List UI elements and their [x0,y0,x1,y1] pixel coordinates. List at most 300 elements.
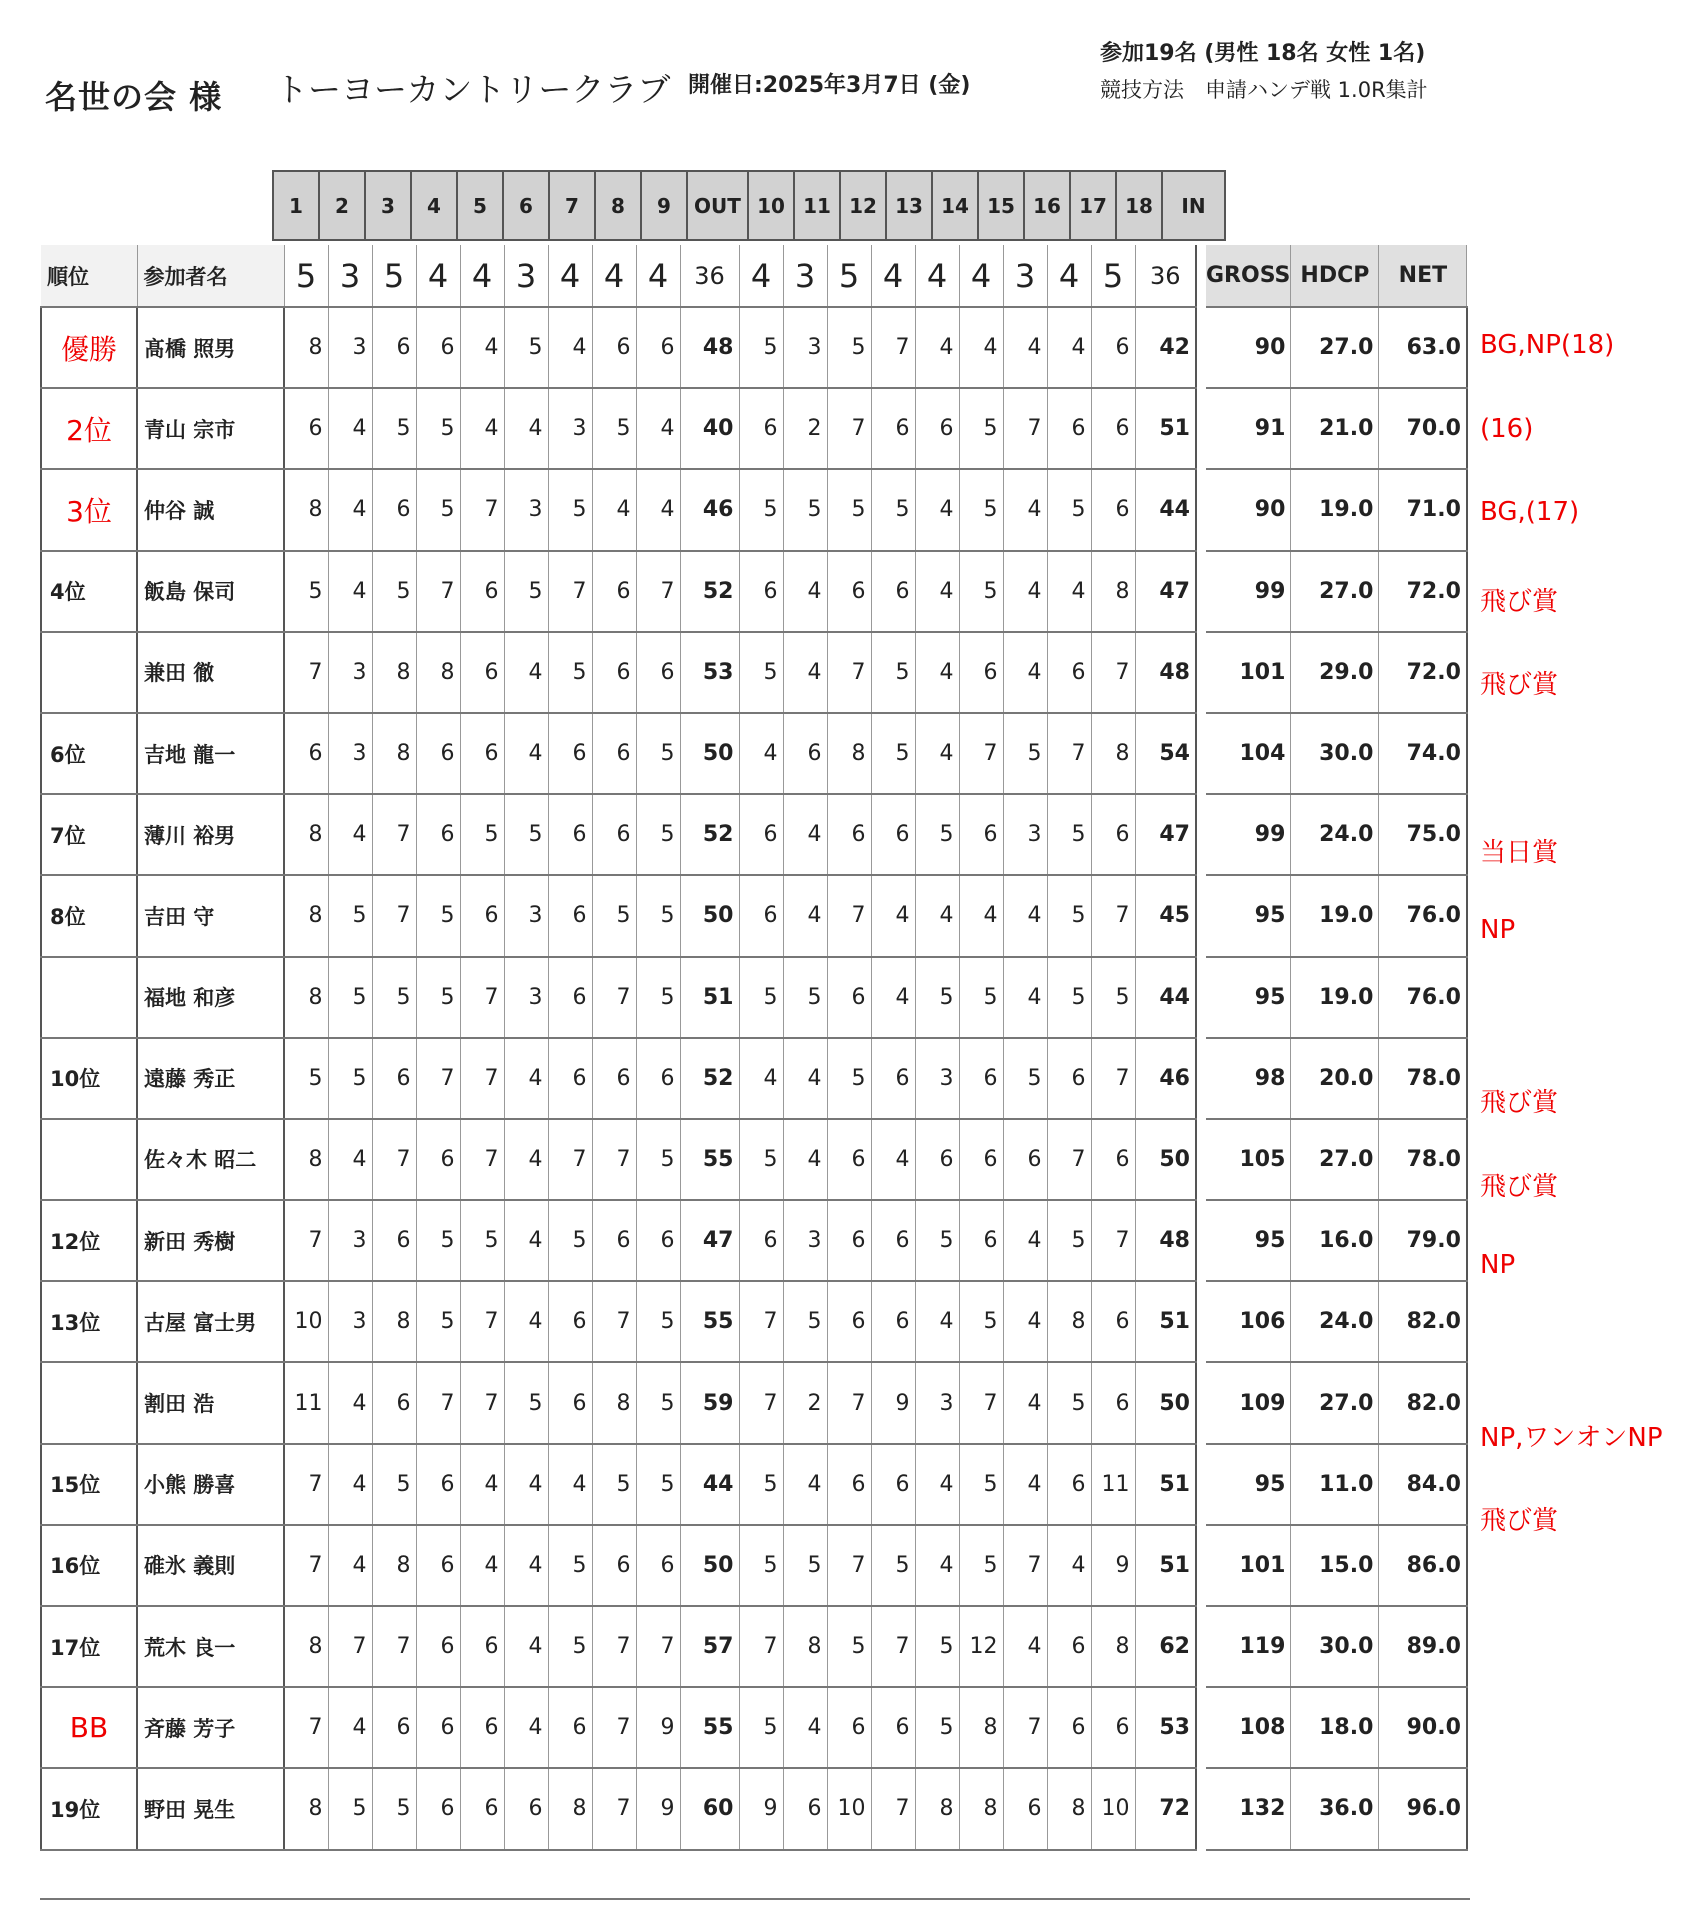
hdcp-value: 19.0 [1291,469,1379,550]
hole-score: 3 [1003,794,1047,875]
hole-score: 8 [372,713,416,794]
hole-score: 4 [548,1444,592,1525]
rank-cell [41,1119,137,1200]
player-name: 兼田 徹 [137,632,284,713]
hole-score: 4 [504,1525,548,1606]
hole-score: 5 [1047,794,1091,875]
hole-score: 50 [680,1525,739,1606]
hole-score: 6 [460,713,504,794]
hole-score: 7 [328,1606,372,1687]
player-row [41,388,1467,469]
player-name: 福地 和彦 [137,957,284,1038]
hole-score: 8 [284,307,328,388]
hole-score: 6 [1047,1444,1091,1525]
hole-score: 3 [328,632,372,713]
hole-score: 4 [328,1119,372,1200]
player-row [41,957,1467,1038]
hole-score: 5 [504,1362,548,1443]
hole-score: 3 [915,1362,959,1443]
hole-score: 7 [1003,1687,1047,1768]
hole-score: 5 [284,551,328,632]
gap [1196,794,1206,875]
par-value: 4 [592,245,636,307]
hole-score: 4 [871,1119,915,1200]
hole-score: 2 [783,1362,827,1443]
player-name: 斉藤 芳子 [137,1687,284,1768]
hole-score: 6 [959,794,1003,875]
hole-label: 12 [840,171,886,240]
award-note: NP [1480,915,1516,946]
hole-score: 7 [871,1768,915,1849]
hole-score: 3 [915,1038,959,1119]
hole-score: 4 [328,1362,372,1443]
hole-score: 51 [680,957,739,1038]
net-score: 90.0 [1379,1687,1467,1768]
hole-score: 7 [372,1606,416,1687]
hole-score: 60 [680,1768,739,1849]
hole-score: 5 [372,1768,416,1849]
hole-score: 2 [783,388,827,469]
hdcp-value: 30.0 [1291,713,1379,794]
hole-score: 5 [548,1606,592,1687]
net-score: 72.0 [1379,632,1467,713]
hole-score: 4 [915,551,959,632]
player-row [41,551,1467,632]
rank-cell: 12位 [41,1200,137,1281]
hole-score: 6 [871,1038,915,1119]
player-row [41,1687,1467,1768]
hole-score: 50 [1135,1362,1196,1443]
gap [1196,469,1206,550]
hole-score: 4 [1047,1525,1091,1606]
hole-label: 5 [457,171,503,240]
hole-score: 4 [328,388,372,469]
hole-score: 7 [592,1281,636,1362]
hole-score: 4 [915,307,959,388]
hole-score: 8 [1047,1768,1091,1849]
hole-score: 6 [416,1606,460,1687]
gross-score: 95 [1206,875,1291,956]
hole-score: 6 [592,632,636,713]
gross-score: 109 [1206,1362,1291,1443]
hole-score: 4 [328,1444,372,1525]
gap [1196,307,1206,388]
hole-score: 7 [1091,875,1135,956]
par-row [41,245,1467,307]
hole-score: 7 [460,1281,504,1362]
hole-score: 3 [504,875,548,956]
hdcp-value: 18.0 [1291,1687,1379,1768]
hole-score: 3 [504,957,548,1038]
rank-cell: 7位 [41,794,137,875]
hole-label: 17 [1070,171,1116,240]
gross-score: 91 [1206,388,1291,469]
hole-score: 8 [284,875,328,956]
player-name: 遠藤 秀正 [137,1038,284,1119]
hole-score: 45 [1135,875,1196,956]
hole-score: 5 [460,794,504,875]
hdcp-value: 21.0 [1291,388,1379,469]
hole-score: 5 [739,1444,783,1525]
rank-cell: 17位 [41,1606,137,1687]
hole-score: 7 [548,1119,592,1200]
hole-score: 7 [460,1038,504,1119]
player-name: 髙橋 照男 [137,307,284,388]
player-row [41,794,1467,875]
hole-score: 53 [1135,1687,1196,1768]
hole-score: 4 [460,388,504,469]
hole-score: 4 [915,875,959,956]
hole-score: 9 [636,1687,680,1768]
hole-score: 4 [592,469,636,550]
gross-score: 90 [1206,469,1291,550]
hole-score: 5 [548,1200,592,1281]
hole-score: 4 [328,551,372,632]
hole-score: 5 [636,1119,680,1200]
hole-score: 4 [636,469,680,550]
competition-method: 競技方法 申請ハンデ戦 1.0R集計 [1100,78,1428,102]
gap [1196,1768,1206,1849]
hole-score: 5 [328,1038,372,1119]
hdcp-header: HDCP [1291,245,1379,307]
hole-score: 7 [739,1281,783,1362]
hole-score: 6 [372,469,416,550]
participant-summary: 参加19名 (男性 18名 女性 1名) [1100,41,1426,66]
hole-score: 50 [680,875,739,956]
hole-score: 9 [636,1768,680,1849]
hole-score: 8 [284,957,328,1038]
hole-score: 4 [783,632,827,713]
hole-score: 4 [504,1200,548,1281]
gap [1196,1119,1206,1200]
hole-score: 8 [783,1606,827,1687]
par-value: 36 [680,245,739,307]
hole-score: 4 [871,875,915,956]
hole-score: 8 [416,632,460,713]
player-name: 割田 浩 [137,1362,284,1443]
hdcp-value: 27.0 [1291,307,1379,388]
hole-label: IN [1162,171,1225,240]
hdcp-value: 27.0 [1291,1119,1379,1200]
hole-score: 6 [959,1119,1003,1200]
hole-score: 7 [592,1606,636,1687]
hole-score: 6 [548,1362,592,1443]
hole-score: 50 [680,713,739,794]
player-name: 飯島 保司 [137,551,284,632]
hole-score: 6 [1047,1606,1091,1687]
hole-score: 6 [871,1200,915,1281]
hole-score: 5 [915,1606,959,1687]
hole-score: 4 [328,1687,372,1768]
hole-score: 47 [680,1200,739,1281]
hole-score: 8 [1091,713,1135,794]
hole-score: 10 [284,1281,328,1362]
hole-score: 6 [416,307,460,388]
player-name: 古屋 富士男 [137,1281,284,1362]
hole-score: 6 [284,388,328,469]
hole-score: 5 [915,1687,959,1768]
hole-score: 7 [871,1606,915,1687]
rank-cell [41,1362,137,1443]
award-note: BG,NP(18) [1480,330,1615,360]
gap [1196,1444,1206,1525]
award-note: (16) [1480,413,1534,444]
hole-score: 4 [504,713,548,794]
hole-label: OUT [687,171,748,240]
hole-score: 6 [783,713,827,794]
hole-score: 6 [592,551,636,632]
rank-cell: 6位 [41,713,137,794]
hole-score: 4 [739,713,783,794]
net-score: 63.0 [1379,307,1467,388]
hole-score: 4 [783,1687,827,1768]
hole-score: 6 [1091,1281,1135,1362]
hole-score: 5 [783,1525,827,1606]
hole-score: 5 [372,551,416,632]
rank-cell: 16位 [41,1525,137,1606]
hole-score: 7 [460,469,504,550]
hole-score: 5 [827,1606,871,1687]
hole-score: 8 [959,1687,1003,1768]
hole-score: 4 [328,794,372,875]
hole-score: 6 [827,1281,871,1362]
hole-score: 5 [871,713,915,794]
hole-score: 7 [827,875,871,956]
hole-score: 5 [959,551,1003,632]
par-value: 5 [284,245,328,307]
hole-score: 7 [372,794,416,875]
gross-score: 132 [1206,1768,1291,1849]
hole-score: 4 [1003,1606,1047,1687]
hole-score: 10 [827,1768,871,1849]
hole-score: 6 [416,713,460,794]
hole-score: 6 [460,1606,504,1687]
gross-score: 106 [1206,1281,1291,1362]
hole-score: 6 [636,1038,680,1119]
hdcp-value: 24.0 [1291,1281,1379,1362]
rank-cell: BB [41,1687,137,1768]
hole-score: 5 [739,469,783,550]
gross-score: 119 [1206,1606,1291,1687]
hole-score: 5 [783,469,827,550]
hole-score: 5 [416,469,460,550]
table-bottom-edge [40,1898,1470,1900]
award-note: 飛び賞 [1480,1088,1559,1119]
hole-score: 7 [739,1362,783,1443]
hdcp-value: 20.0 [1291,1038,1379,1119]
hole-score: 7 [592,1687,636,1768]
hole-score: 6 [460,1687,504,1768]
hole-score: 8 [1047,1281,1091,1362]
award-note: 当日賞 [1480,837,1559,868]
hole-label: 8 [595,171,641,240]
hdcp-value: 16.0 [1291,1200,1379,1281]
hole-score: 4 [460,1525,504,1606]
hole-score: 5 [827,307,871,388]
hole-score: 7 [284,1200,328,1281]
hole-score: 7 [284,1444,328,1525]
par-value: 5 [1091,245,1135,307]
net-score: 71.0 [1379,469,1467,550]
hole-score: 4 [1003,632,1047,713]
hole-score: 7 [592,1768,636,1849]
gross-score: 101 [1206,1525,1291,1606]
hole-score: 6 [460,551,504,632]
hole-score: 5 [739,957,783,1038]
hole-score: 11 [1091,1444,1135,1525]
hole-score: 5 [592,875,636,956]
hole-score: 7 [1091,1200,1135,1281]
hole-score: 44 [1135,469,1196,550]
hole-score: 5 [636,1281,680,1362]
award-note: BG,(17) [1480,497,1580,528]
hole-score: 6 [636,1200,680,1281]
hole-score: 6 [1091,1362,1135,1443]
hole-score: 4 [1003,551,1047,632]
hole-score: 7 [636,1606,680,1687]
hole-score: 6 [636,1525,680,1606]
hole-label: 11 [794,171,840,240]
hole-score: 6 [871,551,915,632]
player-row [41,713,1467,794]
gross-score: 104 [1206,713,1291,794]
hole-score: 5 [548,469,592,550]
hole-score: 6 [548,1281,592,1362]
hole-score: 7 [372,875,416,956]
hdcp-value: 29.0 [1291,632,1379,713]
hole-score: 5 [959,957,1003,1038]
hole-label: 9 [641,171,687,240]
hole-score: 46 [680,469,739,550]
gross-score: 99 [1206,551,1291,632]
hole-score: 8 [959,1768,1003,1849]
hole-score: 44 [680,1444,739,1525]
hole-score: 6 [592,1525,636,1606]
hole-score: 4 [504,1444,548,1525]
par-value: 4 [548,245,592,307]
hole-score: 6 [959,1200,1003,1281]
hole-score: 6 [959,1038,1003,1119]
hole-score: 7 [592,1119,636,1200]
rank-header: 順位 [41,245,137,307]
player-name: 野田 晃生 [137,1768,284,1849]
gap [1196,1362,1206,1443]
hole-score: 6 [1047,1687,1091,1768]
hole-score: 7 [827,1525,871,1606]
hole-label: 18 [1116,171,1162,240]
hole-score: 6 [1091,1687,1135,1768]
hole-score: 4 [504,1281,548,1362]
hole-score: 7 [827,632,871,713]
hole-score: 6 [1047,1038,1091,1119]
hole-score: 3 [328,307,372,388]
hole-score: 8 [284,469,328,550]
hole-score: 5 [636,713,680,794]
hole-score: 52 [680,551,739,632]
event-date: 開催日:2025年3月7日 (金) [688,73,971,98]
hole-score: 51 [1135,1281,1196,1362]
net-score: 89.0 [1379,1606,1467,1687]
hole-score: 5 [636,1362,680,1443]
hole-score: 5 [871,632,915,713]
hole-score: 9 [1091,1525,1135,1606]
hole-score: 7 [636,551,680,632]
hole-score: 4 [1003,1444,1047,1525]
hole-score: 4 [915,1525,959,1606]
hole-score: 5 [739,1525,783,1606]
hole-score: 50 [1135,1119,1196,1200]
hole-score: 5 [548,632,592,713]
hole-score: 6 [739,551,783,632]
hole-score: 4 [915,469,959,550]
par-value: 5 [827,245,871,307]
gap [1196,388,1206,469]
hole-score: 6 [1003,1768,1047,1849]
hole-score: 4 [739,1038,783,1119]
net-score: 84.0 [1379,1444,1467,1525]
hole-score: 6 [915,388,959,469]
hole-score: 10 [1091,1768,1135,1849]
hole-score: 4 [783,551,827,632]
hole-score: 7 [871,307,915,388]
hole-score: 6 [372,1687,416,1768]
rank-cell: 10位 [41,1038,137,1119]
hole-label: 7 [549,171,595,240]
hole-score: 4 [504,388,548,469]
rank-cell [41,957,137,1038]
name-header: 参加者名 [137,245,284,307]
hole-score: 6 [959,632,1003,713]
hole-score: 6 [1091,1119,1135,1200]
gap [1196,1525,1206,1606]
hole-score: 4 [1003,1362,1047,1443]
hdcp-value: 11.0 [1291,1444,1379,1525]
hole-score: 5 [592,388,636,469]
player-name: 碓氷 義則 [137,1525,284,1606]
hole-score: 6 [372,307,416,388]
hole-score: 6 [592,1038,636,1119]
hole-score: 9 [739,1768,783,1849]
hole-score: 8 [1091,551,1135,632]
gap [1196,551,1206,632]
hdcp-value: 24.0 [1291,794,1379,875]
hole-score: 6 [548,794,592,875]
par-value: 3 [1003,245,1047,307]
hole-score: 6 [1091,469,1135,550]
hole-score: 44 [1135,957,1196,1038]
hole-score: 4 [1003,1200,1047,1281]
par-value: 5 [372,245,416,307]
hole-score: 52 [680,794,739,875]
par-value: 4 [636,245,680,307]
hole-score: 72 [1135,1768,1196,1849]
player-row [41,1362,1467,1443]
hole-score: 55 [680,1281,739,1362]
hole-score: 59 [680,1362,739,1443]
hole-score: 6 [548,1038,592,1119]
hole-label: 14 [932,171,978,240]
player-row [41,1281,1467,1362]
hole-score: 4 [636,388,680,469]
hole-score: 5 [1091,957,1135,1038]
hdcp-value: 19.0 [1291,957,1379,1038]
hole-label: 1 [273,171,319,240]
player-row [41,469,1467,550]
hole-score: 4 [959,307,1003,388]
hole-score: 6 [827,1687,871,1768]
hole-score: 6 [636,632,680,713]
rank-cell: 優勝 [41,307,137,388]
